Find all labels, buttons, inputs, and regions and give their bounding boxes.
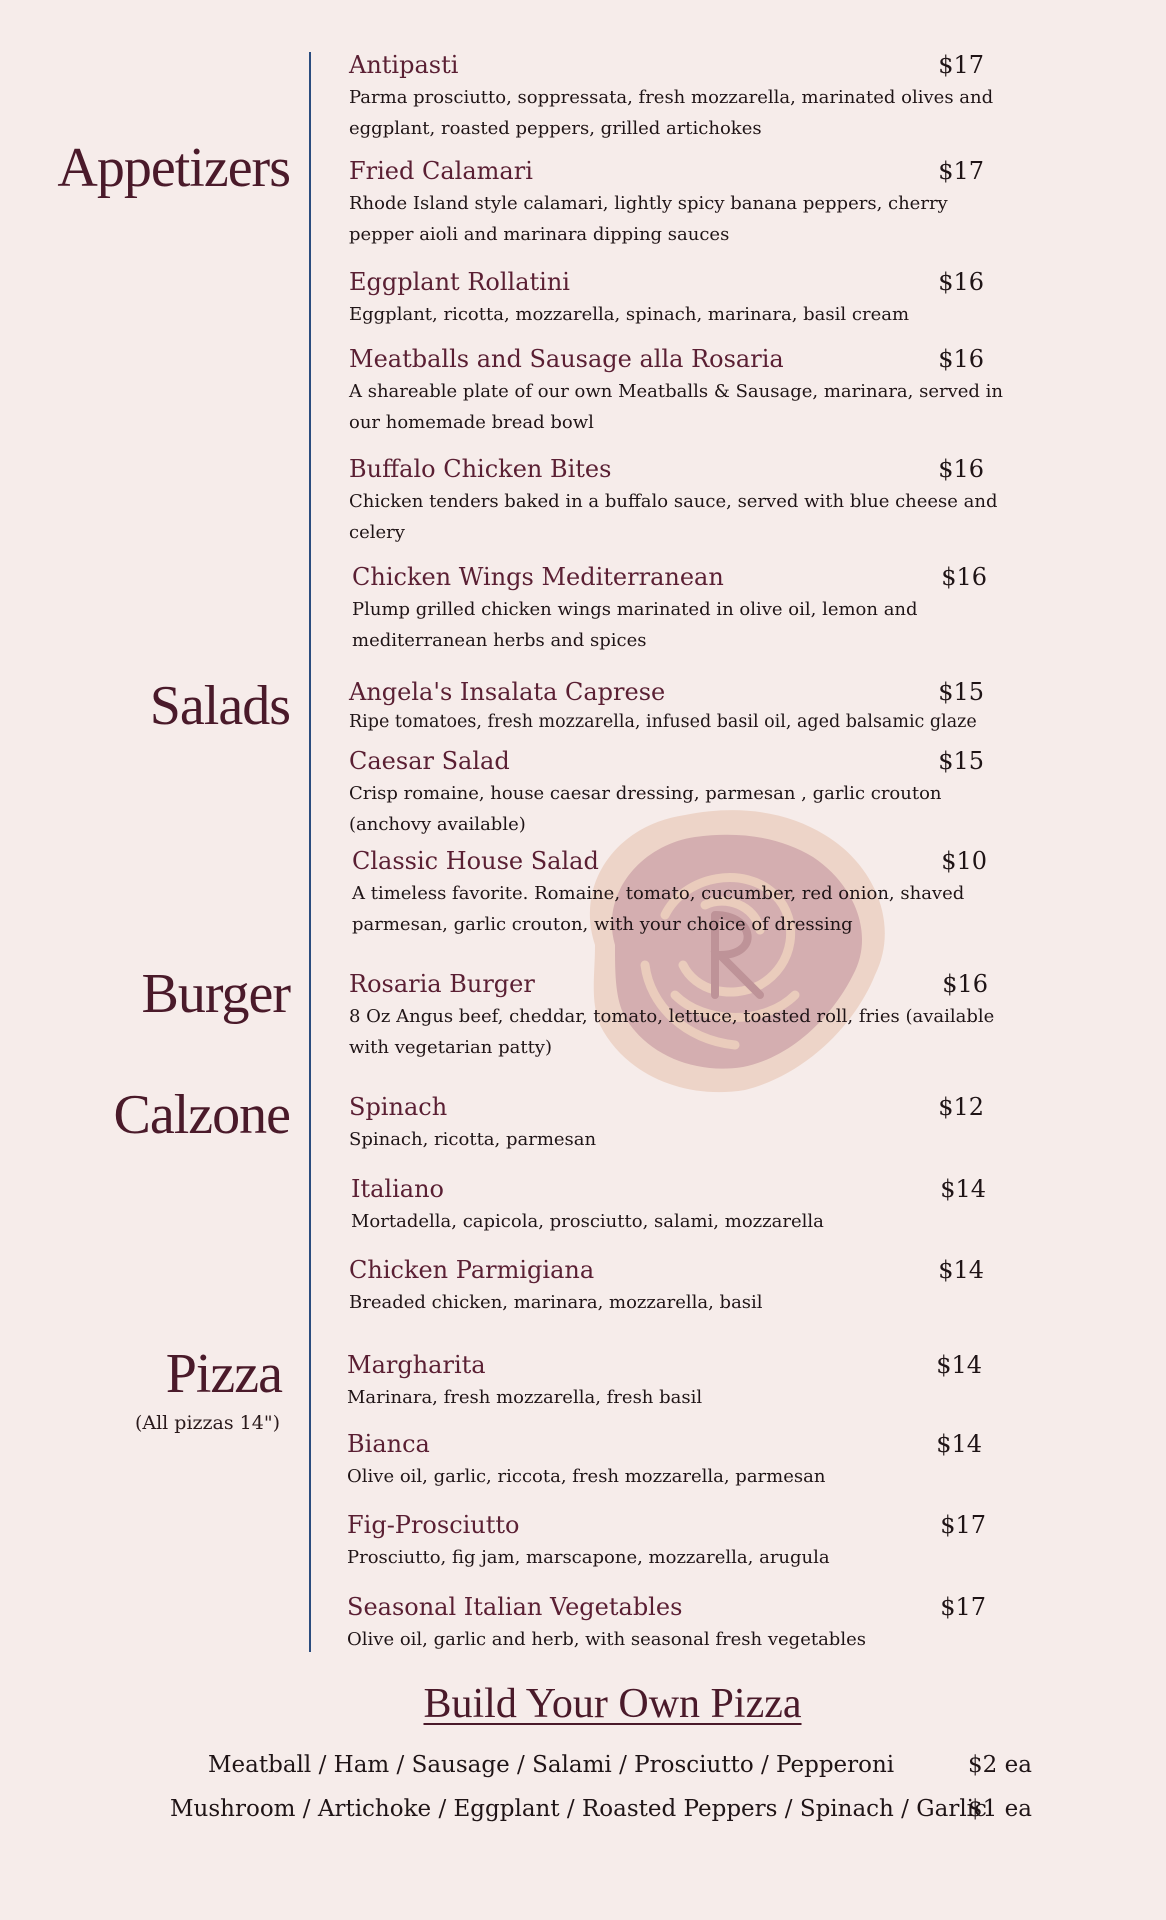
item-name: Chicken Parmigiana — [349, 1256, 595, 1284]
item-price: $17 — [938, 157, 984, 185]
item-price: $10 — [941, 847, 987, 875]
item-description: Spinach, ricotta, parmesan — [349, 1129, 597, 1150]
item-description: A timeless favorite. Romaine, tomato, cucumber, red onion, shaved parmesan, garlic crouton, with your choice of dressing — [352, 883, 965, 935]
item-description: Olive oil, garlic, riccota, fresh mozzarella, parmesan — [347, 1466, 826, 1487]
item-price: $16 — [938, 268, 984, 296]
item-description: Mortadella, capicola, prosciutto, salami, mozzarella — [351, 1211, 824, 1232]
item-name: Caesar Salad — [349, 747, 510, 775]
item-name: Seasonal Italian Vegetables — [347, 1593, 683, 1621]
item-price: $16 — [942, 970, 988, 998]
item-name: Eggplant Rollatini — [349, 268, 570, 296]
item-name: Bianca — [347, 1430, 430, 1458]
item-price: $16 — [941, 563, 987, 591]
section-title-pizza: Pizza — [165, 1343, 282, 1405]
item-price: $12 — [938, 1093, 984, 1121]
item-description: Breaded chicken, marinara, mozzarella, basil — [349, 1292, 763, 1313]
menu-item — [347, 1590, 991, 1655]
item-name: Classic House Salad — [352, 847, 599, 875]
item-name: Margharita — [347, 1351, 486, 1379]
item-description: Marinara, fresh mozzarella, fresh basil — [347, 1387, 703, 1408]
item-description: 8 Oz Angus beef, cheddar, tomato, lettuce, toasted roll, fries (available with vegetarian patty) — [349, 1006, 995, 1058]
menu-item — [349, 342, 1004, 438]
section-title-calzone: Calzone — [113, 1084, 290, 1146]
item-name: Rosaria Burger — [349, 970, 535, 998]
pizza-size-note: (All pizzas 14") — [134, 1412, 280, 1434]
item-name: Angela's Insalata Caprese — [349, 678, 666, 706]
item-description: Parma prosciutto, soppressata, fresh mozzarella, marinated olives and eggplant, roasted peppers, grilled artichokes — [349, 87, 994, 139]
menu-item — [349, 675, 989, 735]
byo-price-standard: $1 ea — [968, 1796, 1032, 1822]
item-price: $15 — [938, 747, 984, 775]
item-description: Eggplant, ricotta, mozzarella, spinach, marinara, basil cream — [349, 304, 910, 325]
menu-item — [347, 1348, 987, 1413]
section-title-burger: Burger — [141, 963, 290, 1025]
menu-item — [349, 154, 989, 250]
item-price: $17 — [940, 1593, 986, 1621]
item-price: $14 — [938, 1256, 984, 1284]
item-description: Rhode Island style calamari, lightly spicy banana peppers, cherry pepper aioli and marinara dipping sauces — [349, 193, 948, 245]
item-price: $14 — [936, 1430, 982, 1458]
item-name: Meatballs and Sausage alla Rosaria — [349, 345, 784, 373]
item-name: Fried Calamari — [349, 157, 533, 185]
item-price: $16 — [938, 455, 984, 483]
item-description: A shareable plate of our own Meatballs & Sausage, marinara, served in our homemade bread bowl — [349, 381, 1004, 433]
menu-item — [351, 1172, 991, 1237]
section-title-appetizers: Appetizers — [57, 137, 290, 199]
menu-item — [349, 967, 993, 1063]
menu-item — [349, 1253, 989, 1318]
item-name: Buffalo Chicken Bites — [349, 455, 612, 483]
item-name: Chicken Wings Mediterranean — [352, 563, 724, 591]
item-description: Olive oil, garlic and herb, with seasonal fresh vegetables — [347, 1629, 866, 1650]
item-description: Chicken tenders baked in a buffalo sauce, served with blue cheese and celery — [349, 491, 998, 543]
section-divider-line — [309, 52, 311, 1652]
menu-item — [352, 844, 992, 940]
item-name: Italiano — [351, 1175, 444, 1203]
menu-item — [349, 265, 989, 330]
section-title-salads: Salads — [149, 675, 290, 737]
item-description: Crisp romaine, house caesar dressing, parmesan , garlic crouton (anchovy available) — [349, 783, 942, 835]
item-name: Spinach — [349, 1093, 448, 1121]
menu-item — [347, 1508, 991, 1573]
menu-item — [352, 560, 992, 656]
menu-item — [349, 452, 998, 548]
byo-toppings-premium: Meatball / Ham / Sausage / Salami / Prosciutto / Pepperoni — [208, 1752, 895, 1778]
item-name: Fig-Prosciutto — [347, 1511, 520, 1539]
item-price: $14 — [940, 1175, 986, 1203]
item-price: $17 — [938, 51, 984, 79]
item-price: $14 — [936, 1351, 982, 1379]
item-description: Prosciutto, fig jam, marscapone, mozzarella, arugula — [347, 1547, 830, 1568]
item-description: Plump grilled chicken wings marinated in olive oil, lemon and mediterranean herbs and spices — [352, 599, 918, 651]
byo-toppings-standard: Mushroom / Artichoke / Eggplant / Roasted Peppers / Spinach / Garlic — [170, 1796, 987, 1822]
menu-item — [349, 48, 994, 144]
menu-item — [349, 1090, 989, 1155]
build-your-own-pizza-title: Build Your Own Pizza — [423, 1681, 802, 1727]
item-name: Antipasti — [349, 51, 459, 79]
item-price: $17 — [940, 1511, 986, 1539]
item-description: Ripe tomatoes, fresh mozzarella, infused basil oil, aged balsamic glaze — [349, 712, 977, 732]
item-price: $16 — [938, 345, 984, 373]
byo-price-premium: $2 ea — [968, 1752, 1032, 1778]
menu-item — [347, 1427, 987, 1492]
item-price: $15 — [938, 678, 984, 706]
menu-item — [349, 744, 989, 840]
